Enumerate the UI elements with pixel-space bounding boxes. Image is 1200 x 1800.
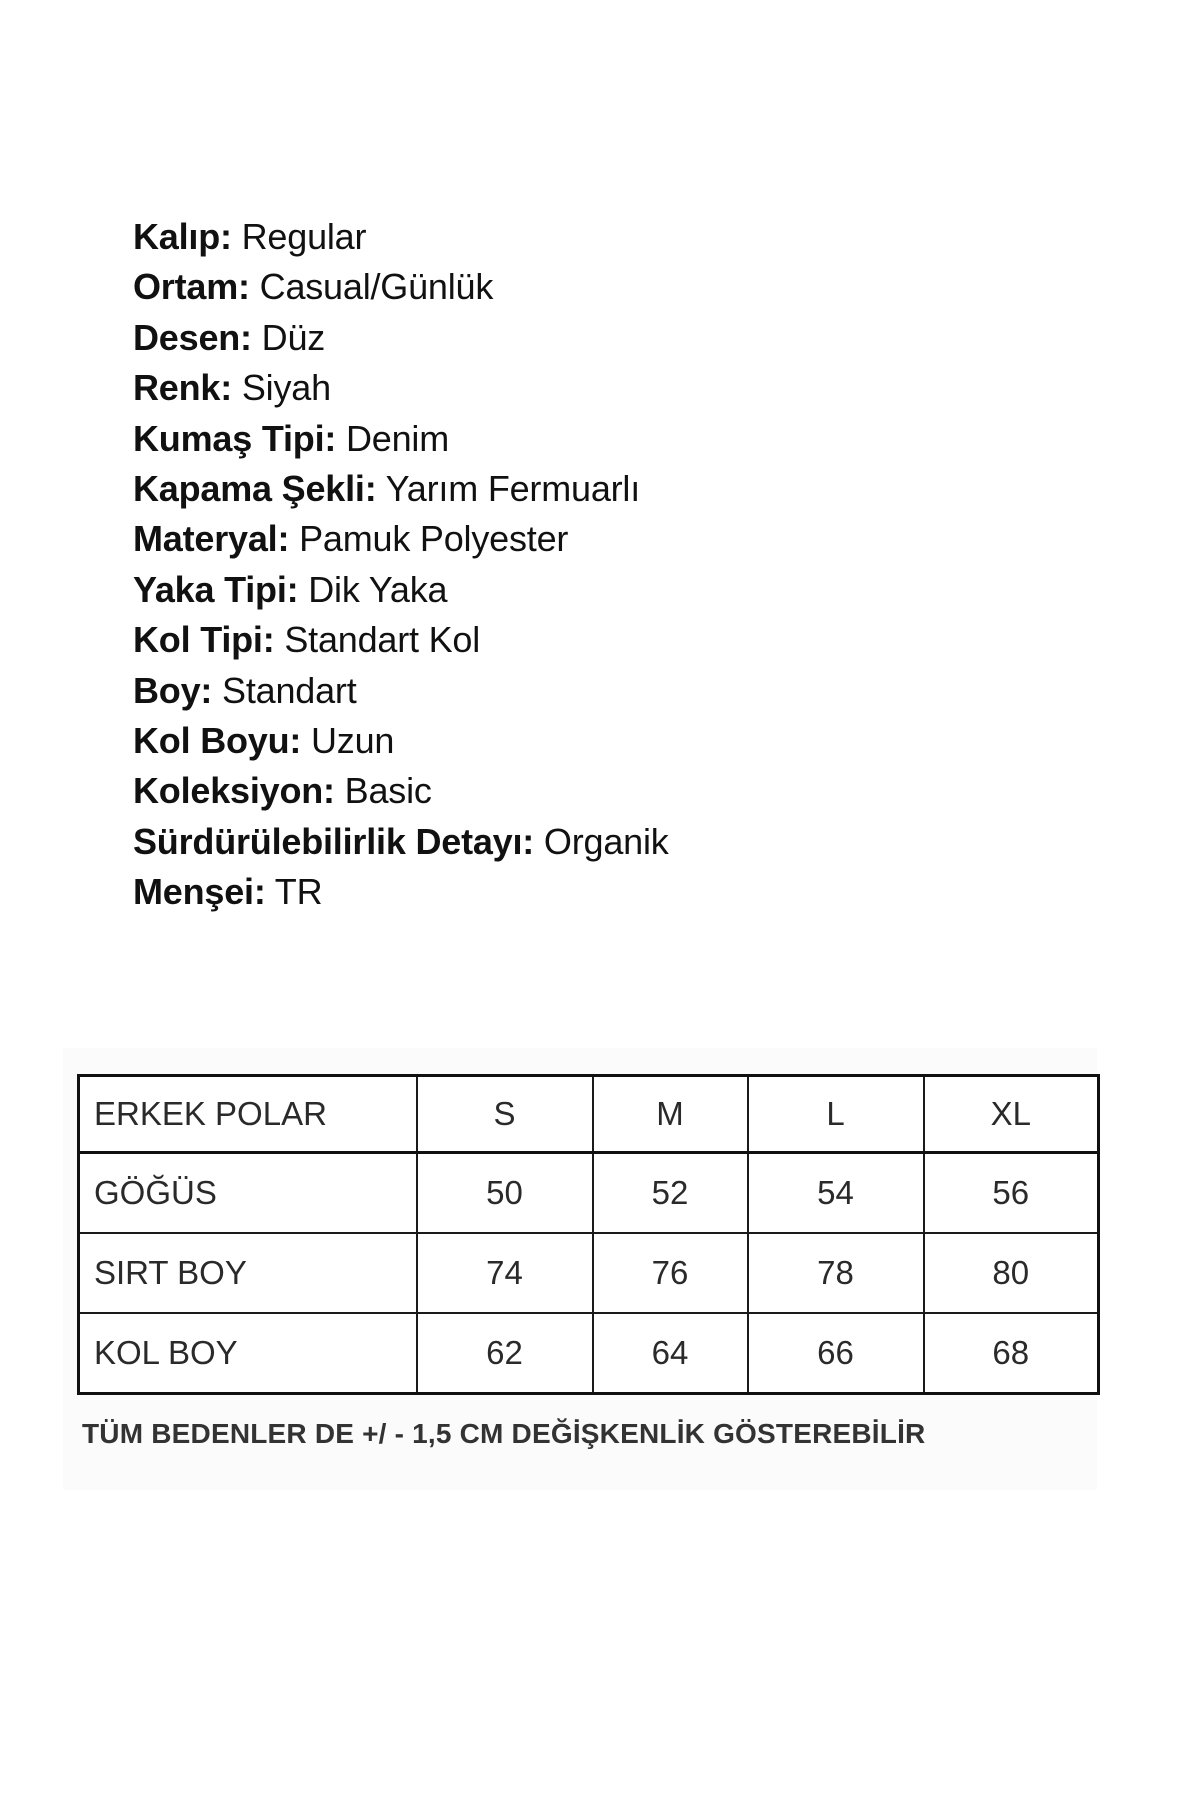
size-header-l: L xyxy=(748,1076,924,1153)
spec-value: Organik xyxy=(543,820,669,862)
spec-value: TR xyxy=(274,871,323,913)
spec-value: Yarım Fermuarlı xyxy=(385,468,641,510)
spec-value: Dik Yaka xyxy=(308,568,448,610)
table-cell: 64 xyxy=(593,1313,748,1394)
product-spec-list xyxy=(133,212,1033,918)
spec-label: Renk: xyxy=(133,367,233,409)
spec-row-kol-tipi xyxy=(133,615,1033,665)
spec-label: Ortam: xyxy=(133,266,250,308)
spec-row-materyal xyxy=(133,514,1033,564)
spec-label: Koleksiyon: xyxy=(133,770,335,812)
spec-label: Menşei: xyxy=(133,871,266,913)
table-cell: 66 xyxy=(748,1313,924,1394)
size-chart-header-row xyxy=(79,1076,1099,1153)
spec-label: Yaka Tipi: xyxy=(133,568,299,610)
table-cell: 56 xyxy=(924,1153,1099,1234)
table-row xyxy=(79,1313,1099,1394)
spec-value: Düz xyxy=(261,316,326,358)
spec-value: Standart xyxy=(222,669,357,711)
measure-label-sirt-boy: SIRT BOY xyxy=(79,1233,417,1313)
size-chart-title: ERKEK POLAR xyxy=(79,1076,417,1153)
table-cell: 52 xyxy=(593,1153,748,1234)
spec-label: Sürdürülebilirlik Detayı: xyxy=(133,820,535,862)
spec-label: Kol Boyu: xyxy=(133,720,302,762)
spec-value: Basic xyxy=(344,770,432,812)
spec-value: Pamuk Polyester xyxy=(299,518,569,560)
spec-row-ortam xyxy=(133,262,1033,312)
spec-label: Kumaş Tipi: xyxy=(133,417,337,459)
size-header-m: M xyxy=(593,1076,748,1153)
spec-row-kumas-tipi xyxy=(133,414,1033,464)
spec-value: Uzun xyxy=(311,720,395,762)
spec-row-kapama-sekli xyxy=(133,464,1033,514)
table-cell: 62 xyxy=(417,1313,593,1394)
size-tolerance-note: TÜM BEDENLER DE +/ - 1,5 CM DEĞİŞKENLİK GÖSTEREBİLİR xyxy=(82,1418,926,1449)
size-header-s: S xyxy=(417,1076,593,1153)
spec-row-surdurulebilirlik xyxy=(133,817,1033,867)
table-cell: 78 xyxy=(748,1233,924,1313)
table-cell: 76 xyxy=(593,1233,748,1313)
spec-label: Kalıp: xyxy=(133,216,232,257)
spec-value: Regular xyxy=(241,216,367,257)
spec-value: Denim xyxy=(345,417,450,459)
table-cell: 50 xyxy=(417,1153,593,1234)
spec-row-kalip xyxy=(133,212,1033,262)
spec-value: Siyah xyxy=(241,367,331,409)
spec-row-kol-boyu xyxy=(133,716,1033,766)
spec-label: Boy: xyxy=(133,669,213,711)
spec-value: Standart Kol xyxy=(284,619,481,661)
table-row xyxy=(79,1153,1099,1234)
measure-label-kol-boy: KOL BOY xyxy=(79,1313,417,1394)
spec-row-renk xyxy=(133,363,1033,413)
spec-label: Desen: xyxy=(133,316,252,358)
spec-row-boy xyxy=(133,666,1033,716)
table-cell: 80 xyxy=(924,1233,1099,1313)
table-row xyxy=(79,1233,1099,1313)
table-cell: 68 xyxy=(924,1313,1099,1394)
table-cell: 74 xyxy=(417,1233,593,1313)
table-cell: 54 xyxy=(748,1153,924,1234)
size-header-xl: XL xyxy=(924,1076,1099,1153)
spec-label: Kapama Şekli: xyxy=(133,468,377,510)
spec-row-mensei xyxy=(133,867,1033,917)
spec-label: Materyal: xyxy=(133,518,290,560)
size-chart-table xyxy=(77,1074,1100,1395)
spec-row-yaka-tipi xyxy=(133,565,1033,615)
measure-label-gogus: GÖĞÜS xyxy=(79,1153,417,1234)
spec-row-koleksiyon xyxy=(133,766,1033,816)
spec-value: Casual/Günlük xyxy=(259,266,494,308)
spec-label: Kol Tipi: xyxy=(133,619,275,661)
spec-row-desen xyxy=(133,313,1033,363)
